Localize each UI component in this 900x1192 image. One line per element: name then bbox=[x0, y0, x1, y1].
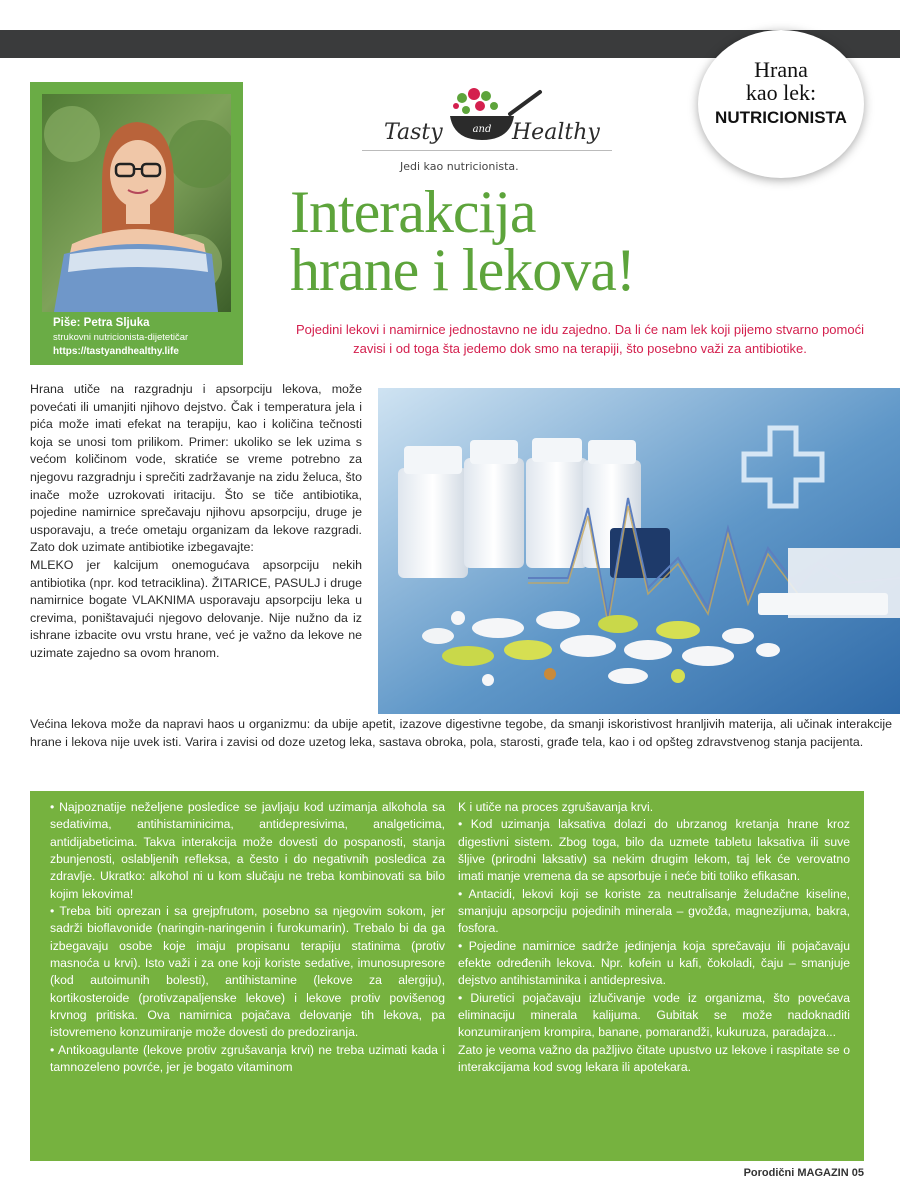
tips-column-left bbox=[50, 799, 445, 1077]
logo-word-tasty: Tasty bbox=[384, 120, 443, 145]
badge-line-3: NUTRICIONISTA bbox=[715, 108, 847, 127]
svg-text:and: and bbox=[472, 124, 492, 135]
body-paragraph-3: Većina lekova može da napravi haos u organizmu: da ubije apetit, izazove digestivne tegobe, da smanji iskoristivost hranljivih materija, ali učinak interakcije hrane i lekova nije uvek isti. Varira i zavisi od doze uzetog leka, sastava obroka, pola, starosti, građe tela, kao i od opšteg zdravstvenog stanja pacijenta. bbox=[30, 717, 892, 749]
badge-line-2: kao lek: bbox=[745, 80, 817, 105]
tip-item: • Kod uzimanja laksativa dolazi do ubrzanog kretanja hrane kroz digestivni sistem. Zbog toga, bilo da uzmete tabletu laksativa ili suve šljive (prirodni laksativ) sa nekim drugim lekom, taj lek će verovatno imati manje vremena da se apsorbuje i neće biti toliko efikasan. bbox=[458, 817, 850, 884]
section-badge bbox=[698, 30, 864, 178]
tips-box bbox=[30, 791, 864, 1161]
footer-magazine: Porodični MAGAZIN bbox=[743, 1167, 849, 1179]
page-footer bbox=[744, 1167, 864, 1179]
author-box bbox=[30, 82, 243, 365]
tip-item: • Diuretici pojačavaju izlučivanje vode iz organizma, što povećava eliminaciju minerala kalijuma. Gubitak se može nadoknaditi konzumiranjem krompira, banane, pomarandži, kukuruza, paradajza... bbox=[458, 990, 850, 1040]
tip-item: • Najpoznatije neželjene posledice se javljaju kod uzimanja alkohola sa sedativima, antihistaminicima, antidepresivima, analgeticima, antidijabeticima. Takva interakcija može dovesti do pospanosti, stanja zbunjenosti, oslabljenih refleksa, a često i do negativnih posledica za zdravlje. Ukratko: alkohol ni u kom slučaju ne treba kombinovati sa bilo kojim lekovima! bbox=[50, 800, 445, 901]
body-paragraph-2: MLEKO jer kalcijum onemogućava apsorpciju nekih antibiotika (npr. kod tetraciklina). ŽITARICE, PASULJ i druge namirnice bogate VLAKNIMA usporavaju apsorpciju leka u crevima, poništavajući njegovo delovanje. Nije nužno da iz ishrane izbacite ovu vrstu hrane, već je važno da lekove ne uzimate zajedno sa ovom hranom. bbox=[30, 557, 362, 660]
author-role: strukovni nutricionista-dijetetičar bbox=[53, 332, 189, 343]
body-column bbox=[30, 381, 362, 663]
author-caption bbox=[53, 316, 188, 359]
lead-paragraph: Pojedini lekovi i namirnice jednostavno ne idu zajedno. Da li će nam lek koji pijemo stvarno pomoći zavisi i od toga šta jedemo dok smo na terapiji, što posebno važi za antibiotike. bbox=[296, 322, 864, 356]
title-line-1: Interakcija bbox=[290, 179, 536, 245]
tip-item: • Pojedine namirnice sadrže jedinjenja koja sprečavaju ili pojačavaju efekte određenih lekova. Npr. kofein u kafi, čokoladi, čaju – smanjuje dejstvo antihistaminika i antidepresiva. bbox=[458, 938, 850, 988]
author-photo bbox=[42, 94, 231, 312]
badge-line-1: Hrana bbox=[754, 57, 808, 82]
title-line-2: hrane i lekova! bbox=[290, 237, 635, 303]
tip-item: K i utiče na proces zgrušavanja krvi. bbox=[458, 800, 654, 814]
tips-column-right bbox=[458, 799, 850, 1077]
page-title bbox=[290, 179, 710, 303]
tip-item: Zato je veoma važno da pažljivo čitate upustvo uz lekove i raspitate se o interakcijama kod svog lekara ili apotekara. bbox=[458, 1042, 850, 1075]
author-byline: Piše: Petra Sljuka bbox=[53, 317, 150, 329]
logo-divider bbox=[362, 150, 612, 151]
logo-tagline: Jedi kao nutricionista. bbox=[400, 160, 519, 173]
tip-item: • Antikoagulante (lekove protiv zgrušavanja krvi) ne treba uzimati kada i tamnozeleno povrće, jer je bogato vitaminom bbox=[50, 1042, 445, 1075]
body-paragraph-1: Hrana utiče na razgradnju i apsorpciju lekova, može povećati ili umanjiti njihovo dejstvo. Čak i temperatura jela i pića može imati efekat na terapiju, kao i količina tečnosti koja se unosi tom prilikom. Primer: ukoliko se lek uzima s većom količinom vode, skratiće se vreme potrebno za njegovu razgradnju i sprečiti zadržavanje na zidu želuca, što inače može uzrokovati iritaciju. Što se tiče antibiotika, pojedine namirnice sprečavaju njihovu apsorpciju, druge je usporavaju, a treće ometaju organizam da lekove razgradi. Zato dok uzimate antibiotike izbegavajte: bbox=[30, 382, 362, 555]
tip-item: • Antacidi, lekovi koji se koriste za neutralisanje želudačne kiseline, smanjuju apsorpciju pojedinih minerala – gvožđa, magnezijuma, bakra, fosfora. bbox=[458, 886, 850, 936]
page-number: 05 bbox=[851, 1167, 864, 1179]
author-url[interactable]: https://tastyandhealthy.life bbox=[53, 346, 179, 357]
brand-logo bbox=[362, 84, 612, 176]
tip-item: • Treba biti oprezan i sa grejpfrutom, posebno sa njegovim sokom, jer sadrži bioflavonide (naringin-naringenin i furokumarin). Trebalo bi da ga izbegavaju osobe koje imaju propisanu terapiju statinima (protiv masnoća u krvi). Isto važi i za one koji koriste sedative, imunosupresore (kod autoimunih bolesti), antihistamine (lekove za alergiju), kortikosteroide (protivzapaljenske lekove) i lekove protiv povišenog krvnog pritiska. Ova namirnica pojačava delovanje tih lekova, pa istovremeno konzumiranje može dovesti do predoziranja. bbox=[50, 904, 445, 1040]
pills-photo bbox=[378, 388, 900, 714]
logo-word-healthy: Healthy bbox=[512, 120, 600, 145]
